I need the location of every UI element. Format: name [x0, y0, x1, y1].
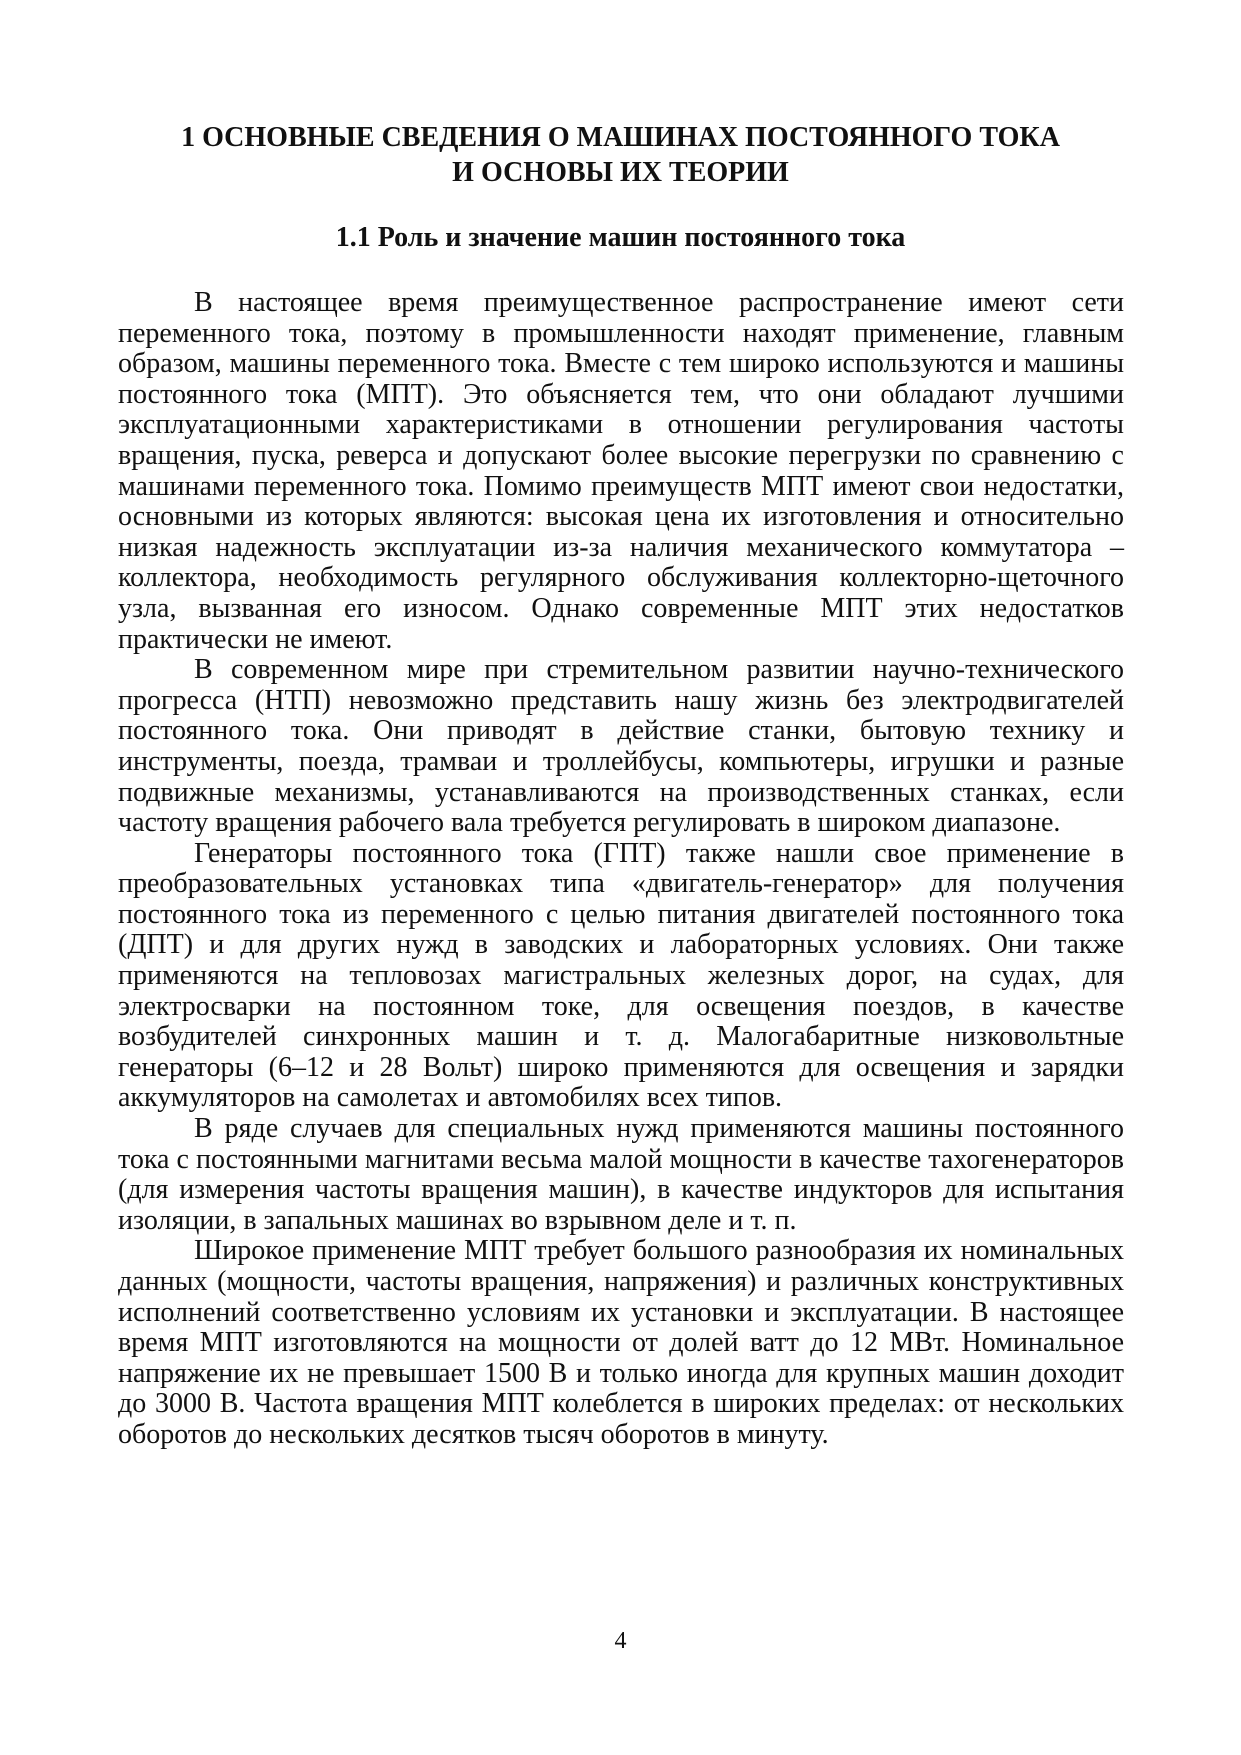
paragraph-3: Генераторы постоянного тока (ГПТ) также нашли свое применение в преобразовательных установках типа «двигатель-генератор» для получения постоянного тока из переменного с целью питания двигателей постоянного тока (ДПТ) и для других нужд в заводских и лабораторных условиях. Они также применяются на тепловозах магистральных железных дорог, на судах, для электросварки на постоянном токе, для освещения поездов, в качестве возбудителей синхронных машин и т. д. Малогабаритные низковольтные генераторы (6–12 и 28 Вольт) широко применяются для освещения и зарядки аккумуляторов на самолетах и автомобилях всех типов.: [118, 837, 1124, 1114]
chapter-title-line-2: И ОСНОВЫ ИХ ТЕОРИИ: [452, 157, 789, 188]
chapter-title: [0, 120, 1241, 190]
page-number: 4: [614, 1628, 627, 1654]
paragraph-5: Широкое применение МПТ требует большого разнообразия их номинальных данных (мощности, частоты вращения, напряжения) и различных конструктивных исполнений соответственно условиям их установки и эксплуатации. В настоящее время МПТ изготовляются на мощности от долей ватт до 12 МВт. Номинальное напряжение их не превышает 1500 В и только иногда для крупных машин доходит до 3000 В. Частота вращения МПТ колеблется в широких пределах: от нескольких оборотов до нескольких десятков тысяч оборотов в минуту.: [118, 1235, 1124, 1450]
chapter-title-line-1: 1 ОСНОВНЫЕ СВЕДЕНИЯ О МАШИНАХ ПОСТОЯННОГО ТОКА: [181, 122, 1060, 153]
paragraph-2: В современном мире при стремительном развитии научно-технического прогресса (НТП) невозможно представить нашу жизнь без электродвигателей постоянного тока. Они приводят в действие станки, бытовую технику и инструменты, поезда, трамваи и троллейбусы, компьютеры, игрушки и разные подвижные механизмы, устанавливаются на производственных станках, если частоту вращения рабочего вала требуется регулировать в широком диапазоне.: [118, 654, 1124, 839]
paragraph-4: В ряде случаев для специальных нужд применяются машины постоянного тока с постоянными магнитами весьма малой мощности в качестве тахогенераторов (для измерения частоты вращения машин), в качестве индукторов для испытания изоляции, в запальных машинах во взрывном деле и т. п.: [118, 1113, 1124, 1236]
body-text: [118, 288, 1124, 1451]
section-title: 1.1 Роль и значение машин постоянного тока: [335, 222, 906, 253]
paragraph-1: В настоящее время преимущественное распространение имеют сети переменного тока, поэтому в промышленности находят применение, главным образом, машины переменного тока. Вместе с тем широко используются и машины постоянного тока (МПТ). Это объясняется тем, что они обладают лучшими эксплуатационными характеристиками в отношении регулирования частоты вращения, пуска, реверса и допускают более высокие перегрузки по сравнению с машинами переменного тока. Помимо преимуществ МПТ имеют свои недостатки, основными из которых являются: высокая цена их изготовления и относительно низкая надежность эксплуатации из-за наличия механического коммутатора – коллектора, необходимость регулярного обслуживания коллекторно-щеточного узла, вызванная его износом. Однако современные МПТ этих недостатков практически не имеют.: [118, 287, 1124, 655]
